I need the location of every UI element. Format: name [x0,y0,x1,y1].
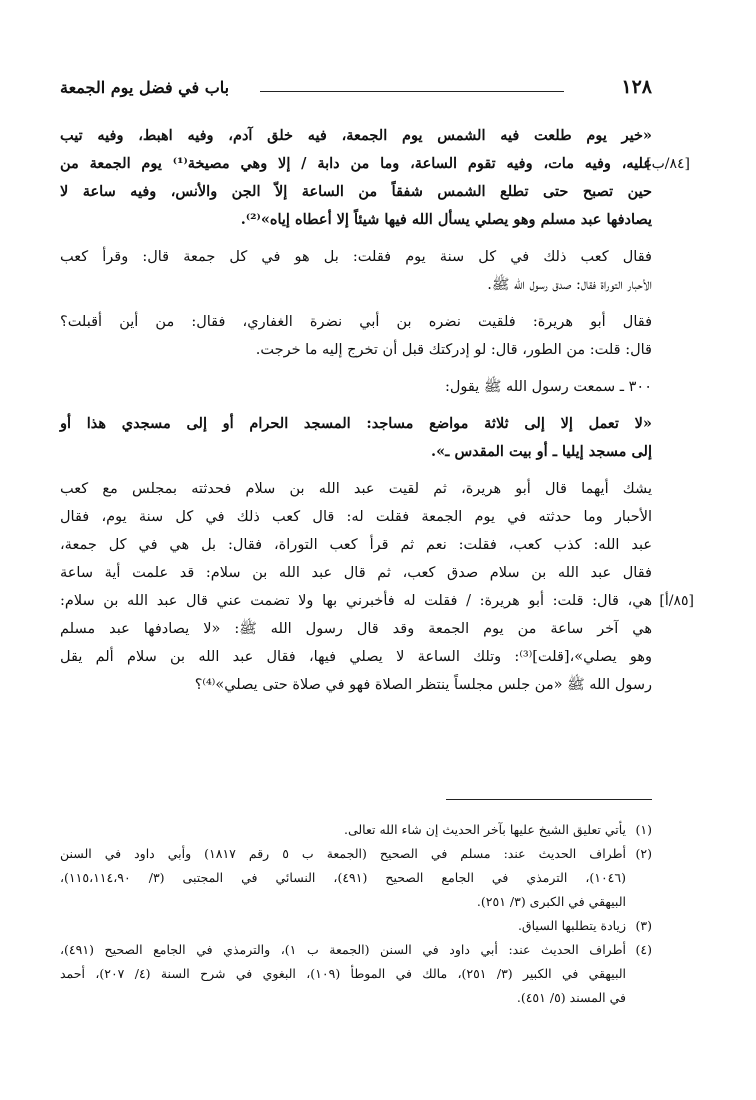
footnote-number: (١) [635,822,652,837]
footnote [60,914,652,938]
folio-marker: [٨٤/ب] [646,156,690,172]
text-line: عبد الله: كذب كعب، فقلت: نعم ثم قرأ كعب التوراة، فقال: بل هي في كل جمعة، [60,537,652,553]
text-line: قال: قلت: من الطور، قال: لو إدركتك قبل أن تخرج إليه ما خرجت. [255,342,652,358]
main-text [60,122,694,699]
footnote [60,818,652,842]
text-line [60,587,694,615]
text-line: هي آخر ساعة من يوم الجمعة وقد قال رسول الله ﷺ: «لا يصادفها عبد مسلم [60,621,652,637]
text-line: وهو يصلي»،[قلت]⁽³⁾: وتلك الساعة لا يصلي فيها، فقال عبد الله بن سلام ألم يقل [60,649,653,665]
narration-paragraph [60,475,694,699]
text-line: الأحبار التوراة فقال: صدق رسول الله ﷺ. [487,277,652,293]
footnote-line: أطراف الحديث عند: مسلم في الصحيح (الجمعة ب ٥ رقم ١٨١٧) وأبي داود في السنن [60,846,627,861]
footnote-line: في المسند (٥/ ٤٥١). [516,990,626,1005]
hadith-paragraph [60,122,690,234]
text-line: فقال عبد الله بن سلام صدق كعب، ثم قال عبد الله بن سلام: قد علمت أية ساعة [60,565,652,581]
narration-paragraph [60,243,652,299]
footnote-number: (٣) [635,918,652,933]
footnote-number: (٢) [635,846,652,861]
footnote-separator [446,799,652,800]
header-rule [260,91,564,92]
text-line: «لا تعمل إلا إلى ثلاثة مواضع مساجد: المسجد الحرام أو إلى مسجدي هذا أو [60,415,652,432]
text-line-content: هي، قال: قلت: أبو هريرة: / فقلت له فأخبرني بها ولا تضمت عني قال عبد الله بن سلام: [60,593,652,609]
footnote-line: (١٠٤٦)، الترمذي في الجامع الصحيح (٤٩١)، النسائي في المجتبى (٣/ ١١٥،١١٤،٩٠)، [60,870,626,885]
footnote [60,842,652,914]
text-line: ٣٠٠ ـ سمعت رسول الله ﷺ يقول: [444,379,652,395]
page-number: ١٢٨ [621,76,652,98]
text-line: رسول الله ﷺ «من جلس مجلساً ينتظر الصلاة فهو في صلاة حتى يصلي»⁽⁴⁾؟ [194,677,652,693]
hadith-number-line [60,373,652,401]
text-line: «خير يوم طلعت فيه الشمس يوم الجمعة، فيه خلق آدم، وفيه اهبط، وفيه تيب [60,127,652,144]
text-line: فقال أبو هريرة: فلقيت نضره بن أبي نضرة الغفاري، فقال: من أين أقبلت؟ [60,314,652,330]
text-line: إلى مسجد إيليا ـ أو بيت المقدس ـ». [431,443,652,460]
footnote [60,938,652,1010]
footnote-number: (٤) [635,942,652,957]
text-line: حين تصبح حتى تطلع الشمس شفقاً من الساعة إلاّ الجن والأنس، وفيه ساعة لا [60,183,652,200]
folio-marker: [٨٥/أ] [659,593,694,609]
text-line: يشك أيهما قال أبو هريرة، ثم لقيت عبد الله بن سلام فحدثته بمجلس مع كعب [60,481,652,497]
text-line-content: عليه، وفيه مات، وفيه تقوم الساعة، وما من دابة / إلا وهي مصيخة⁽¹⁾ يوم الجمعة من [60,155,652,172]
chapter-title: باب في فضل يوم الجمعة [60,78,230,97]
running-header [60,76,652,106]
hadith-paragraph [60,410,652,466]
footnotes [60,818,652,1010]
footnote-line: يأتي تعليق الشيخ عليها بآخر الحديث إن شاء الله تعالى. [343,822,626,837]
text-line [60,150,690,178]
footnote-line: أطراف الحديث عند: أبي داود في السنن (الجمعة ب ١)، والترمذي في الجامع الصحيح (٤٩١)، [60,942,626,957]
footnote-line: البيهقي في الكبير (٣/ ٢٥١)، مالك في الموطأ (١٠٩)، البغوي في شرح السنة (٤/ ٢٠٧)، أحمد [60,966,627,981]
text-line: فقال كعب ذلك في كل سنة يوم فقلت: بل هو في كل جمعة قال: وقرأ كعب [60,249,652,265]
footnote-line: البيهقي في الكبرى (٣/ ٢٥١). [476,894,626,909]
text-line: يصادفها عبد مسلم وهو يصلي يسأل الله فيها شيئاً إلا أعطاه إياه»⁽²⁾. [240,211,652,228]
text-line: الأحبار وما حدثته في يوم الجمعة فقلت له: قال كعب ذلك في كل سنة يوم، فقال [60,509,652,525]
narration-paragraph [60,308,652,364]
footnote-line: زيادة يتطلبها السياق. [517,918,626,933]
